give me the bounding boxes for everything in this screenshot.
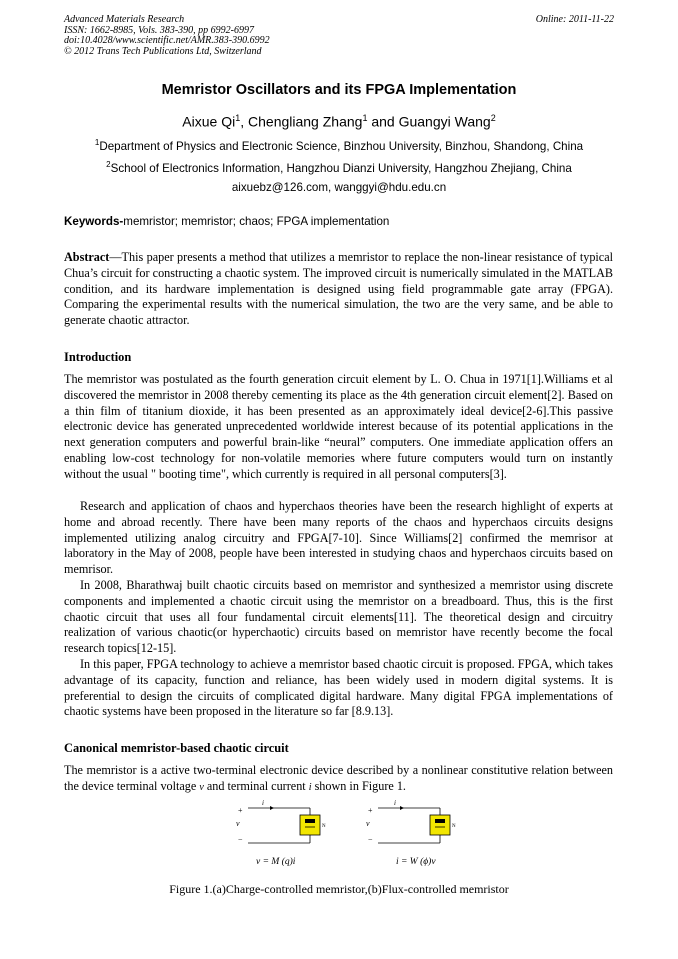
memristor-device-b (430, 815, 450, 835)
section-heading-canonical: Canonical memristor-based chaotic circuit (64, 741, 289, 755)
current-label-a: i (262, 799, 264, 807)
abstract-text: —This paper presents a method that utilizes a memristor to replace the non-linear resistance of typical Chua’s circuit for constructing a chaotic system. The improved circuit is numerically simulated in the MATLAB condition, and its hardware implementation is designed using field programmable gate array (FPGA). Comparing the experimental results with the numerical simulation, the two are the very same, and be able to generate chaotic attractor. (64, 250, 613, 328)
voltage-label-b: v (366, 819, 370, 828)
author-2-affil: 1 (362, 113, 368, 123)
device-label-b: N (452, 824, 456, 829)
author-list (0, 113, 678, 130)
memristor-device-a (300, 815, 320, 835)
figure-1-caption: Figure 1.(a)Charge-controlled memristor,(b)Flux-controlled memristor (169, 882, 509, 896)
figure-1 (0, 793, 678, 873)
plus-sign-a: + (238, 806, 243, 815)
voltage-label-a: v (236, 819, 240, 828)
plus-sign-b: + (368, 806, 373, 815)
abstract (64, 250, 613, 329)
intro-paragraph-2: Research and application of chaos and hyperchaos theories have been the research highlight of experts at home and abroad recently. There have been many reports of the chaos and hyperchaos circuits designs implemented utilizing analog circuitry and FPGA[7-10]. Since Williams[2] confirmed the memrisor at laboratory in the May of 2008, people have been interested in studying chaos and hyperchaos circuits based on memrisor. (64, 499, 613, 577)
author-2: , Chengliang Zhang (240, 113, 363, 130)
author-emails: aixuebz@126.com, wanggyi@hdu.edu.cn (231, 181, 447, 194)
figure-1a (236, 799, 326, 867)
equation-a: v = M (q)i (256, 857, 296, 867)
keywords-text: memristor; memristor; chaos; FPGA implementation (123, 215, 390, 228)
affiliation-2-text: School of Electronics Information, Hangzhou Dianzi University, Hangzhou Zhejiang, China (110, 161, 572, 175)
author-1: Aixue Qi (182, 113, 236, 130)
canonical-text-b: and terminal current (206, 778, 306, 793)
running-header-left (64, 15, 270, 57)
copyright-line: © 2012 Trans Tech Publications Ltd, Switzerland (64, 45, 262, 57)
affiliation-1-text: Department of Physics and Electronic Science, Binzhou University, Binzhou, Shandong, China (99, 139, 584, 153)
current-arrow-a (270, 806, 274, 810)
online-date: Online: 2011-11-22 (535, 14, 614, 25)
author-1-affil: 1 (235, 113, 241, 123)
minus-sign-a: − (238, 835, 243, 844)
keywords (64, 215, 389, 228)
equation-b: i = W (ϕ)v (396, 857, 436, 867)
affiliation-1-mark: 1 (94, 138, 100, 147)
affiliation-2 (0, 160, 678, 175)
author-3: and Guangyi Wang (371, 113, 491, 130)
current-arrow-b (400, 806, 404, 810)
memristor-band-b (435, 819, 445, 823)
var-i: i (308, 781, 312, 793)
intro-paragraph-4: In this paper, FPGA technology to achieve a memristor based chaotic circuit is proposed. FPGA, which takes advantage of its capacity, function and reliance, has been widely used in modern digital systems. It is preferential to design the circuits of complicated digital hardware. Many digital FPGA implementations of chaotic systems have been proposed in the literature so far [8.9.13]. (64, 657, 613, 719)
author-3-affil: 2 (490, 113, 496, 123)
abstract-label: Abstract (64, 250, 110, 264)
affiliation-2-mark: 2 (106, 160, 111, 169)
paper-title: Memristor Oscillators and its FPGA Implementation (161, 82, 517, 98)
canonical-text-c: shown in Figure 1. (314, 778, 406, 793)
device-label-a: N (322, 824, 326, 829)
intro-paragraph-1: The memristor was postulated as the fourth generation circuit element by L. O. Chua in 1971[1].Williams et al discovered the memristor in 2008 thereby cementing its place as the 4th generation circuit element[2]. Based on a thin film of titanium dioxide, it has been presented as an approximately ideal device[2-6].This passive electronic device has generated unprecedented worldwide interest because of its potential applications in the next generation computers and powerful brain-like “neural” computers. One immediate application offers an enabling low-cost technology for non-volatile memories where future computers would turn on instantly without the usual " booting time", which currently is required in all personal computers[3]. (64, 372, 613, 481)
canonical-paragraph-1 (64, 763, 613, 796)
affiliation-1 (0, 138, 678, 153)
issn-line: ISSN: 1662-8985, Vols. 383-390, pp 6992-6997 (64, 24, 254, 36)
figure-1b (366, 799, 456, 867)
keywords-label: Keywords- (64, 215, 124, 228)
intro-paragraph-3: In 2008, Bharathwaj built chaotic circuits based on memristor and synthesized a memristor using discrete components and implemented a chaotic circuit using the memristor on a breadboard. Thus, this is the first chaotic circuit that uses all four fundamental circuit elements[11]. The theoretical design and circuitry realization of various chaotic(or hyperchaotic) circuits based on memristor have recently become the focal research topics[12-15]. (64, 578, 613, 656)
memristor-band-a (305, 819, 315, 823)
var-v: v (199, 781, 204, 793)
doi-line: doi:10.4028/www.scientific.net/AMR.383-390.6992 (64, 35, 270, 46)
current-label-b: i (394, 799, 396, 807)
journal-name: Advanced Materials Research (64, 14, 185, 25)
minus-sign-b: − (368, 835, 373, 844)
section-heading-introduction: Introduction (64, 350, 132, 364)
canonical-text-a: The memristor is a active two-terminal electronic device described by a nonlinear constitutive relation between the device terminal voltage (64, 763, 613, 793)
